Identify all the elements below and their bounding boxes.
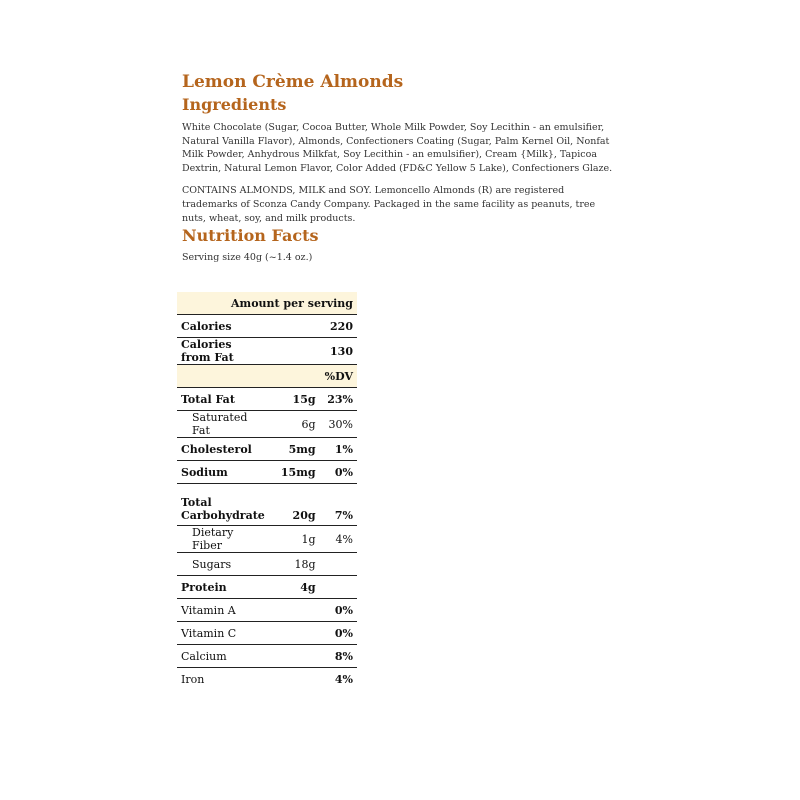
nutrient-label: Calcium <box>177 645 269 668</box>
nutrient-amount: 20g <box>269 484 320 526</box>
table-row <box>177 388 357 411</box>
nutrition-facts-table <box>177 292 357 690</box>
calories-fat-label: Calories from Fat <box>177 338 269 365</box>
table-row <box>177 526 357 553</box>
nutrient-label: Sugars <box>177 553 269 576</box>
amount-header-row <box>177 292 357 315</box>
dv-header-row <box>177 365 357 388</box>
nutrient-dv: 8% <box>320 645 357 668</box>
table-row <box>177 484 357 526</box>
nutrient-label: Total Carbohydrate <box>177 484 269 526</box>
nutrition-heading: Nutrition Facts <box>182 226 319 246</box>
nutrient-dv: 4% <box>320 526 357 553</box>
nutrient-amount <box>269 645 320 668</box>
table-row <box>177 411 357 438</box>
calories-fat-value: 130 <box>269 338 357 365</box>
ingredients-text: White Chocolate (Sugar, Cocoa Butter, Whole Milk Powder, Soy Lecithin - an emulsifier, Natural Vanilla Flavor), Almonds, Confectioners Coating (Sugar, Palm Kernel Oil, Nonfat Milk Powder, Anhydrous Milkfat, Soy Lecithin - an emulsifier), Cream {Milk}, Tapicoa Dextrin, Natural Lemon Flavor, Color Added (FD&C Yellow 5 Lake), Confectioners Glaze. <box>182 122 613 174</box>
table-row <box>177 645 357 668</box>
nutrient-dv: 4% <box>334 672 353 686</box>
nutrient-amount: 15mg <box>269 461 320 484</box>
calories-label: Calories <box>177 315 269 338</box>
nutrient-label: Dietary Fiber <box>177 526 269 553</box>
dv-header: %DV <box>177 365 357 388</box>
nutrient-label: Cholesterol <box>177 438 269 461</box>
nutrient-label: Sodium <box>177 461 269 484</box>
table-row <box>177 622 357 645</box>
table-row <box>177 438 357 461</box>
table-row <box>177 599 357 622</box>
nutrient-label: Saturated Fat <box>177 411 269 438</box>
calories-row <box>177 315 357 338</box>
nutrient-label: Protein <box>177 576 269 599</box>
nutrient-label: Vitamin C <box>177 622 269 645</box>
nutrient-amount: 1g <box>269 526 320 553</box>
nutrient-dv: 23% <box>320 388 357 411</box>
nutrient-label: Total Fat <box>177 388 269 411</box>
nutrient-amount <box>269 599 320 622</box>
table-row <box>177 461 357 484</box>
allergen-statement: CONTAINS ALMONDS, MILK and SOY. Lemoncello Almonds (R) are registered trademarks of Sconza Candy Company. Packaged in the same facility as peanuts, tree nuts, wheat, soy, and milk products. <box>182 185 596 224</box>
nutrient-amount: 6g <box>269 411 320 438</box>
table-row <box>177 553 357 576</box>
nutrient-amount: 15g <box>269 388 320 411</box>
nutrient-dv <box>320 576 357 599</box>
nutrient-amount: 18g <box>269 553 320 576</box>
calories-fat-row <box>177 338 357 365</box>
nutrient-dv: 0% <box>320 461 357 484</box>
table-row <box>177 576 357 599</box>
ingredients-heading: Ingredients <box>182 95 287 114</box>
nutrient-amount: 4g <box>269 576 320 599</box>
nutrient-amount <box>269 622 320 645</box>
nutrient-amount: 5mg <box>269 438 320 461</box>
product-page <box>182 70 622 265</box>
nutrient-dv <box>320 553 357 576</box>
product-title: Lemon Crème Almonds <box>182 72 404 92</box>
nutrient-dv: 0% <box>320 599 357 622</box>
serving-size: Serving size 40g (~1.4 oz.) <box>182 252 313 264</box>
nutrient-dv: 7% <box>320 484 357 526</box>
nutrient-label: Iron <box>181 672 205 686</box>
nutrient-label: Vitamin A <box>177 599 269 622</box>
nutrient-dv: 30% <box>320 411 357 438</box>
amount-per-serving-header: Amount per serving <box>177 292 357 315</box>
calories-value: 220 <box>269 315 357 338</box>
nutrient-amount <box>269 668 320 691</box>
nutrient-dv: 0% <box>320 622 357 645</box>
table-row <box>177 668 357 691</box>
nutrient-dv: 1% <box>320 438 357 461</box>
